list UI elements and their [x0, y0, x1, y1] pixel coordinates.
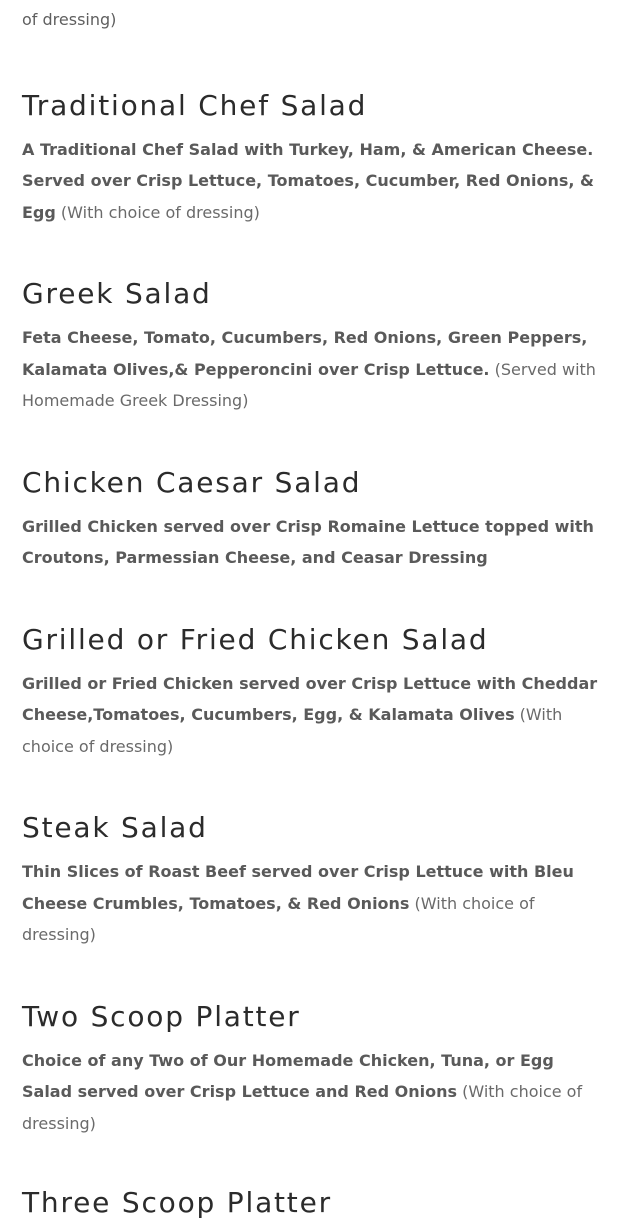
menu-item-traditional-chef-salad	[22, 88, 607, 229]
menu-item-description	[22, 511, 607, 574]
menu-page	[22, 0, 607, 1231]
menu-item-description	[22, 1045, 607, 1140]
menu-item-description-bold: Choice of any Two of Our Homemade Chicken, Tuna, or Egg Salad served over Crisp Lettuce and Red Onions	[22, 1050, 554, 1101]
menu-item-description-note: (With choice of dressing)	[55, 202, 260, 222]
menu-item-description-bold: Feta Cheese, Tomato, Cucumbers, Red Onions, Green Peppers, Kalamata Olives,& Pepperoncini over Crisp Lettuce.	[22, 328, 588, 379]
menu-item-title: Two Scoop Platter	[22, 999, 301, 1033]
menu-item-description-note: (With choice of dressing)	[22, 705, 563, 756]
menu-item-three-scoop-platter	[22, 1185, 607, 1221]
menu-item-description	[22, 134, 607, 229]
continued-description: of dressing)	[22, 10, 117, 29]
menu-item-description-note: (With choice of dressing)	[22, 1082, 583, 1133]
menu-item-title: Steak Salad	[22, 811, 208, 844]
menu-item-title: Traditional Chef Salad	[22, 88, 368, 122]
menu-item-description-note: (With choice of dressing)	[22, 893, 535, 944]
menu-item-title: Greek Salad	[22, 277, 212, 310]
menu-item-two-scoop-platter	[22, 999, 607, 1140]
menu-item-description-note: (Served with Homemade Greek Dressing)	[22, 359, 596, 410]
menu-item-greek-salad	[22, 276, 607, 417]
menu-item-description-bold: Thin Slices of Roast Beef served over Crisp Lettuce with Bleu Cheese Crumbles, Tomatoes, & Red Onions	[22, 862, 574, 913]
menu-item-description	[22, 856, 607, 951]
menu-item-description	[22, 322, 607, 417]
menu-item-description-bold: Grilled Chicken served over Crisp Romaine Lettuce topped with Croutons, Parmessian Cheese, and Ceasar Dressing	[22, 516, 594, 567]
menu-item-grilled-or-fried-chicken-salad	[22, 622, 607, 763]
menu-item-steak-salad	[22, 810, 607, 951]
menu-item-description-bold: Grilled or Fried Chicken served over Crisp Lettuce with Cheddar Cheese,Tomatoes, Cucumbers, Egg, & Kalamata Olives	[22, 673, 598, 724]
menu-item-description-bold: A Traditional Chef Salad with Turkey, Ham, & American Cheese. Served over Crisp Lettuce, Tomatoes, Cucumber, Red Onions, & Egg	[22, 139, 594, 222]
menu-item-title: Chicken Caesar Salad	[22, 465, 362, 499]
menu-item-chicken-caesar-salad	[22, 465, 607, 574]
menu-item-title: Grilled or Fried Chicken Salad	[22, 622, 489, 656]
menu-item-title: Three Scoop Platter	[22, 1186, 332, 1219]
menu-item-description	[22, 668, 607, 763]
